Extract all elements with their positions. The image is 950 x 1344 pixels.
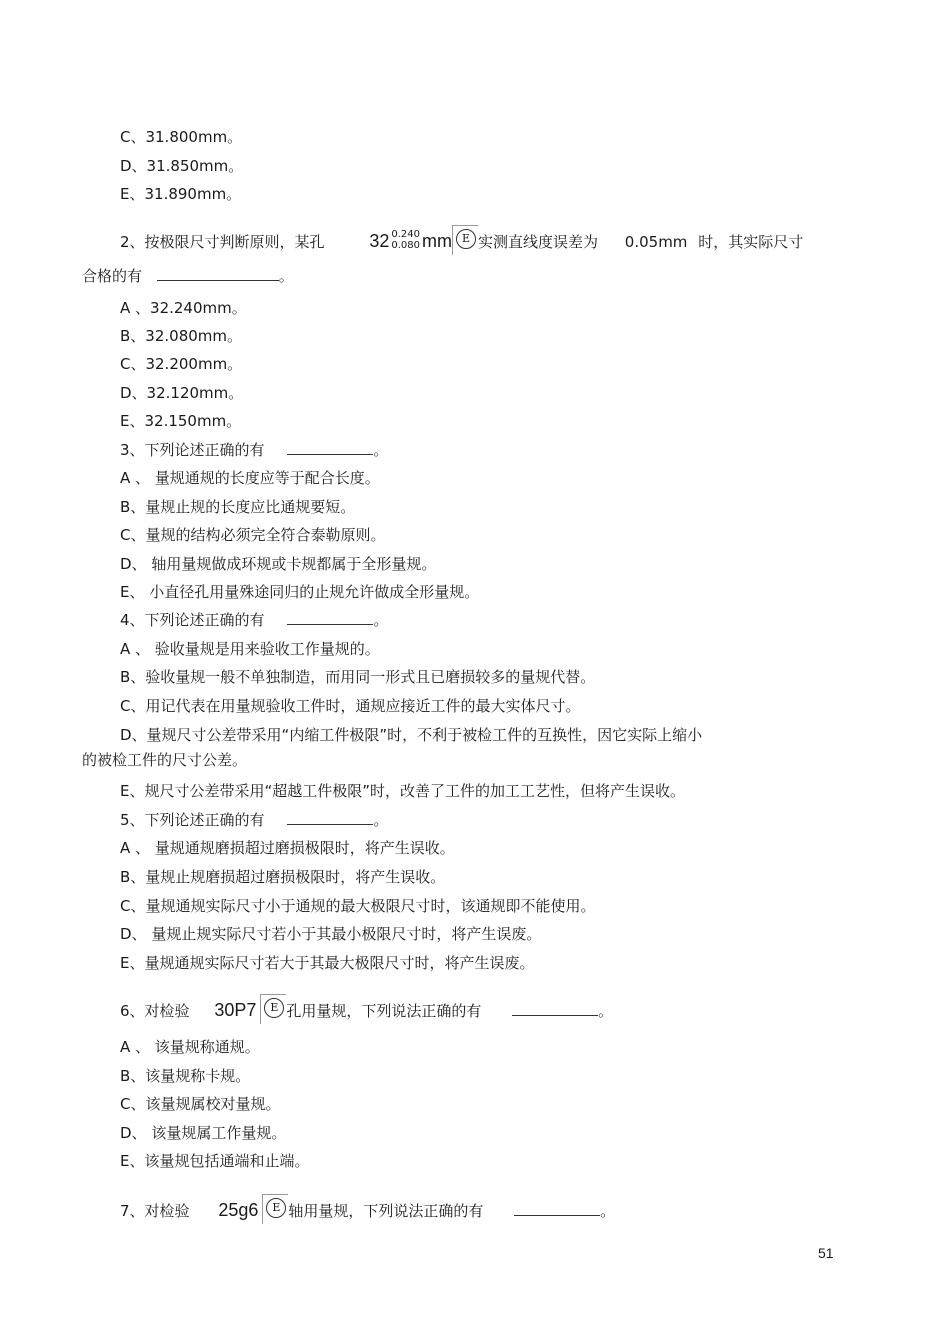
lower-deviation: 0.080 — [391, 239, 420, 251]
envelope-requirement-icon — [262, 1194, 288, 1224]
option-text: A 、 量规通规磨损超过磨损极限时，将产生误收。 — [120, 839, 455, 857]
option-text: E、规尺寸公差带采用“超越工件极限”时，改善了工件的加工工艺性，但将产生误收。 — [120, 782, 686, 800]
tolerance-deviations — [391, 229, 420, 251]
answer-blank — [512, 1001, 598, 1016]
icon-letter: E — [266, 1198, 286, 1218]
option-text: A 、32.240mm。 — [120, 299, 247, 317]
answer-blank — [287, 610, 373, 625]
question-text: 3、下列论述正确的有 — [120, 441, 265, 459]
option-text: D、31.850mm。 — [120, 157, 244, 175]
option-c — [120, 696, 580, 716]
option-text: D、 轴用量规做成环规或卡规都属于全形量规。 — [120, 555, 437, 573]
envelope-requirement-icon — [452, 225, 478, 255]
answer-blank — [157, 266, 279, 281]
option-text: B、量规止规的长度应比通规要短。 — [120, 498, 356, 516]
option-text: D、量规尺寸公差带采用“内缩工件极限”时，不利于被检工件的互换性，因它实际上缩小 — [120, 726, 703, 744]
option-a — [120, 468, 380, 488]
question-text: 6、对检验 — [120, 1002, 190, 1020]
option-a — [120, 639, 380, 659]
punctuation: 。 — [373, 811, 389, 829]
punctuation: 。 — [600, 1202, 616, 1220]
option-text: D、 该量规属工作量规。 — [120, 1124, 287, 1142]
option-text: A 、 量规通规的长度应等于配合长度。 — [120, 469, 380, 487]
option-b — [120, 867, 445, 887]
question-text: 孔用量规，下列说法正确的有 — [286, 1002, 482, 1020]
unit: mm — [422, 231, 452, 251]
question-text: 7、对检验 — [120, 1202, 190, 1220]
question-7 — [120, 1194, 615, 1224]
option-text: C、用记代表在用量规验收工件时，通规应接近工件的最大实体尺寸。 — [120, 697, 581, 715]
icon-letter: E — [264, 998, 284, 1018]
option-c — [120, 525, 385, 545]
nominal-size: 32 — [369, 231, 390, 251]
option-text: A 、 验收量规是用来验收工作量规的。 — [120, 640, 380, 658]
option-d-cont — [82, 750, 247, 770]
question-text: 时，其实际尺寸 — [698, 233, 804, 251]
option-c — [120, 896, 595, 916]
option-text: A 、 该量规称通规。 — [120, 1038, 260, 1056]
question-2 — [120, 225, 803, 255]
option-text: B、32.080mm。 — [120, 327, 242, 345]
question-text: 合格的有 — [82, 267, 143, 285]
upper-deviation: 0.240 — [391, 228, 420, 240]
option-text: C、31.800mm。 — [120, 128, 243, 146]
punctuation: 。 — [278, 267, 294, 285]
option-e — [120, 582, 479, 602]
option-c — [120, 1094, 280, 1114]
option-text: B、量规止规磨损超过磨损极限时，将产生误收。 — [120, 868, 446, 886]
option-text: E、31.890mm。 — [120, 185, 242, 203]
option-d — [120, 1123, 286, 1143]
punctuation: 。 — [373, 441, 389, 459]
option-a — [120, 1037, 260, 1057]
option-text: E、 小直径孔用量殊途同归的止规允许做成全形量规。 — [120, 583, 480, 601]
option-d — [120, 554, 436, 574]
option-d — [120, 924, 541, 944]
punctuation: 。 — [598, 1002, 614, 1020]
option-a — [120, 838, 455, 858]
answer-blank — [287, 440, 373, 455]
option-b — [120, 326, 242, 346]
option-e — [120, 184, 241, 204]
question-text: 实测直线度误差为 — [478, 233, 599, 251]
option-text: E、量规通规实际尺寸若大于其最大极限尺寸时，将产生误废。 — [120, 954, 535, 972]
option-text: C、量规通规实际尺寸小于通规的最大极限尺寸时，该通规即不能使用。 — [120, 897, 596, 915]
question-text: 2、按极限尺寸判断原则，某孔 — [120, 233, 325, 251]
option-b — [120, 1066, 250, 1086]
shaft-tolerance-code: 25g6 — [218, 1200, 259, 1220]
question-text: 5、下列论述正确的有 — [120, 811, 265, 829]
option-text: D、32.120mm。 — [120, 384, 244, 402]
hole-tolerance-code: 30P7 — [214, 1000, 257, 1020]
option-b — [120, 497, 355, 517]
option-text: 的被检工件的尺寸公差。 — [82, 751, 248, 769]
option-c — [120, 127, 242, 147]
option-e — [120, 1151, 309, 1171]
option-a — [120, 298, 247, 318]
option-text: B、验收量规一般不单独制造，而用同一形式且已磨损较多的量规代替。 — [120, 668, 596, 686]
option-b — [120, 667, 595, 687]
option-d — [120, 725, 702, 745]
punctuation: 。 — [373, 611, 389, 629]
option-e — [120, 411, 241, 431]
question-3 — [120, 440, 388, 460]
envelope-requirement-icon — [260, 994, 286, 1024]
measured-value: 0.05mm — [624, 233, 688, 251]
question-text: 轴用量规，下列说法正确的有 — [288, 1202, 484, 1220]
option-text: E、该量规包括通端和止端。 — [120, 1152, 310, 1170]
option-e — [120, 781, 685, 801]
question-text: 4、下列论述正确的有 — [120, 611, 265, 629]
option-text: C、量规的结构必须完全符合泰勒原则。 — [120, 526, 386, 544]
option-c — [120, 354, 242, 374]
option-d — [120, 156, 243, 176]
icon-letter: E — [456, 229, 476, 249]
answer-blank — [287, 810, 373, 825]
question-2-cont — [82, 266, 294, 286]
question-4 — [120, 610, 388, 630]
page-number: 51 — [818, 1245, 834, 1261]
option-text: E、32.150mm。 — [120, 412, 242, 430]
question-6 — [120, 994, 613, 1024]
option-text: D、 量规止规实际尺寸若小于其最小极限尺寸时，将产生误废。 — [120, 925, 542, 943]
question-5 — [120, 810, 388, 830]
option-text: C、该量规属校对量规。 — [120, 1095, 281, 1113]
option-d — [120, 383, 243, 403]
answer-blank — [514, 1201, 600, 1216]
option-text: C、32.200mm。 — [120, 355, 243, 373]
option-e — [120, 953, 534, 973]
option-text: B、该量规称卡规。 — [120, 1067, 251, 1085]
